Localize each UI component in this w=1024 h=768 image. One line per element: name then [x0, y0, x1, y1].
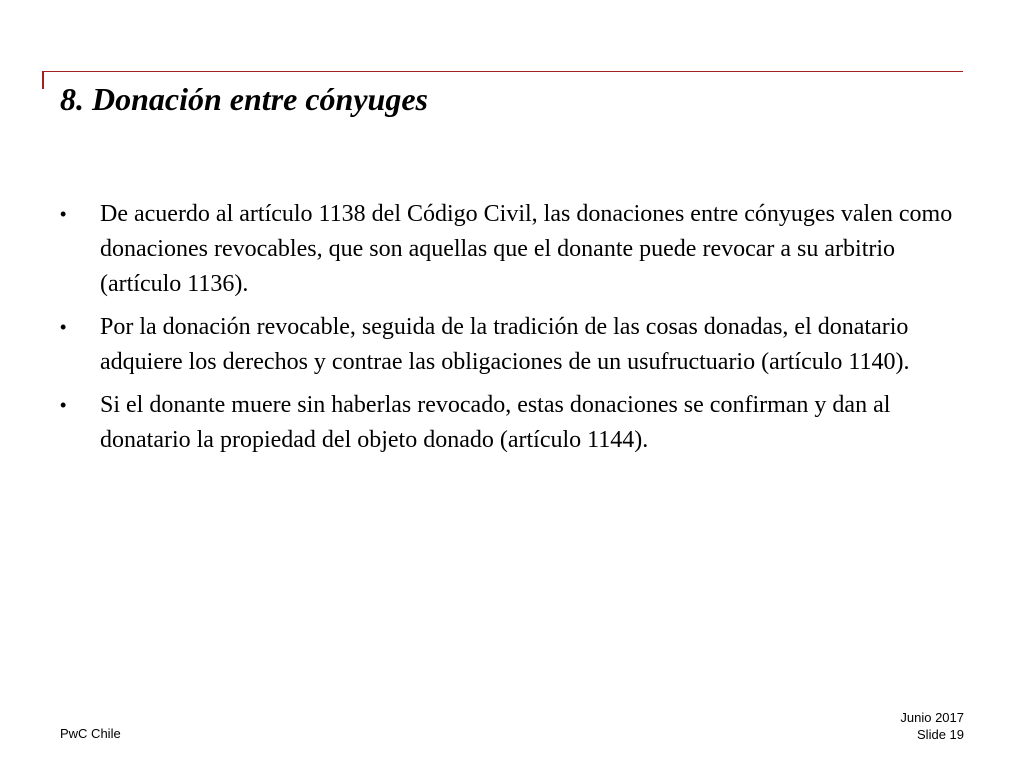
footer-slide-number: Slide 19 — [917, 727, 964, 742]
bullet-icon: • — [60, 204, 67, 224]
header-rule — [42, 71, 963, 72]
slide-title: 8. Donación entre cónyuges — [60, 81, 428, 117]
bullet-item — [60, 197, 970, 302]
bullet-list — [60, 197, 970, 466]
bullet-text: Por la donación revocable, seguida de la tradición de las cosas donadas, el donatario adquiere los derechos y contrae las obligaciones de un usufructuario (artículo 1140). — [100, 314, 910, 375]
header-rule-tick — [42, 71, 44, 89]
footer-meta — [900, 709, 964, 743]
footer-organization: PwC Chile — [60, 726, 121, 741]
bullet-text: Si el donante muere sin haberlas revocado, estas donaciones se confirman y dan al donatario la propiedad del objeto donado (artículo 1144). — [100, 392, 891, 453]
footer-date: Junio 2017 — [900, 710, 964, 725]
bullet-item — [60, 310, 970, 380]
bullet-icon: • — [60, 395, 67, 415]
bullet-icon: • — [60, 317, 67, 337]
bullet-item — [60, 388, 970, 458]
bullet-text: De acuerdo al artículo 1138 del Código Civil, las donaciones entre cónyuges valen como donaciones revocables, que son aquellas que el donante puede revocar a su arbitrio (artículo 1136). — [100, 201, 953, 297]
